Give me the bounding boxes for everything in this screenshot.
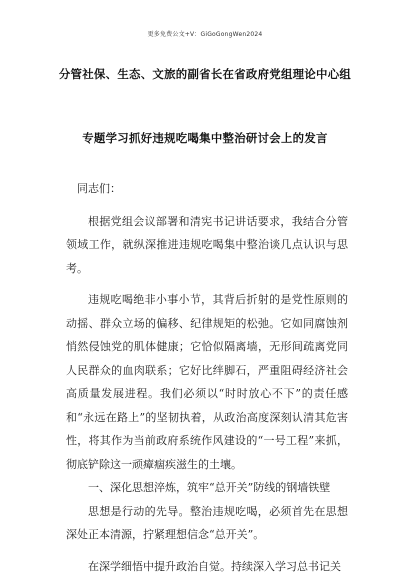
document-title-line-1: 分管社保、生态、文旅的副省长在省政府党组理论中心组	[58, 67, 352, 81]
paragraph-thought: 思想是行动的先导。整治违规吃喝，必须首先在思想深处正本清源，拧紧理想信念“总开关”。	[66, 504, 348, 541]
paragraph-intro: 根据党组会议部署和清宪书记讲话要求，我结合分管领域工作，就纵深推进违规吃喝集中整治谈几点认识与思考。	[66, 214, 348, 275]
document-title-line-2: 专题学习抓好违规吃喝集中整治研讨会上的发言	[82, 131, 328, 145]
paragraph-significance: 违规吃喝绝非小事小节，其背后折射的是党性原则的动摇、群众立场的偏移、纪律规矩的松弛。它如同腐蚀剂悄然侵蚀党的肌体健康；它恰似隔离墙，无形间疏离党同人民群众的血肉联系；它好比绊脚石，严重阻碍经济社会高质量发展进程。我们必须以“时时放心不下”的责任感和“永远在路上”的坚韧执着，从政治高度深刻认清其危害性，将其作为当前政府系统作风建设的“一号工程”来抓，彻底铲除这一顽瘴痼疾滋生的土壤。	[66, 293, 348, 471]
paragraph-study: 在深学细悟中提升政治自觉。持续深入学习总书记关	[88, 559, 341, 573]
header-note: 更多免费公文+V：GiGoGongWen2024	[147, 31, 263, 38]
greeting: 同志们：	[77, 182, 121, 195]
section-heading-1: 一、深化思想淬炼，筑牢“总开关”防线的钢墙铁壁	[88, 481, 331, 494]
document-body	[66, 177, 348, 578]
